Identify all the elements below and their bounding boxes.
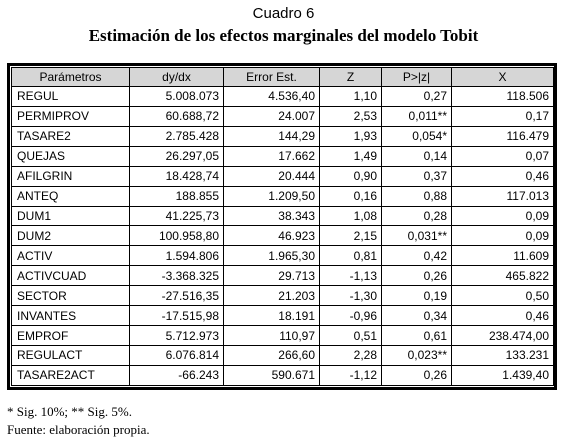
table-cell: 0,07 <box>452 146 554 166</box>
table-cell: TASARE2 <box>12 126 130 146</box>
table-cell: 2,15 <box>320 226 382 246</box>
table-row <box>12 345 554 365</box>
table-cell: 0,51 <box>320 326 382 346</box>
table-cell: 5.008.073 <box>130 87 224 107</box>
table-cell: 2.785.428 <box>130 126 224 146</box>
table-cell: 133.231 <box>452 345 554 365</box>
table-row <box>12 186 554 206</box>
table-cell: 116.479 <box>452 126 554 146</box>
table-cell: TASARE2ACT <box>12 365 130 385</box>
table-cell: -17.515,98 <box>130 306 224 326</box>
results-table <box>11 67 554 386</box>
table-cell: EMPROF <box>12 326 130 346</box>
table-cell: 0,26 <box>382 266 452 286</box>
table-cell: 465.822 <box>452 266 554 286</box>
table-cell: 2,28 <box>320 345 382 365</box>
table-cell: 0,50 <box>452 286 554 306</box>
table-cell: 0,28 <box>382 206 452 226</box>
table-cell: ACTIV <box>12 246 130 266</box>
table-cell: 24.007 <box>224 106 320 126</box>
table-cell: -1,30 <box>320 286 382 306</box>
table-cell: 5.712.973 <box>130 326 224 346</box>
column-header: Error Est. <box>224 68 320 87</box>
table-cell: 0,16 <box>320 186 382 206</box>
table-cell: 0,054* <box>382 126 452 146</box>
table-cell: REGULACT <box>12 345 130 365</box>
table-cell: 0,031** <box>382 226 452 246</box>
table-cell: ACTIVCUAD <box>12 266 130 286</box>
table-row <box>12 146 554 166</box>
column-header: Parámetros <box>12 68 130 87</box>
table-cell: 0,26 <box>382 365 452 385</box>
table-cell: 26.297,05 <box>130 146 224 166</box>
table-title: Estimación de los efectos marginales del modelo Tobit <box>88 26 479 45</box>
table-cell: -0,96 <box>320 306 382 326</box>
table-cell: 20.444 <box>224 166 320 186</box>
table-cell: 4.536,40 <box>224 87 320 107</box>
table-row <box>12 246 554 266</box>
table-cell: -1,13 <box>320 266 382 286</box>
table-cell: QUEJAS <box>12 146 130 166</box>
table-row <box>12 266 554 286</box>
table-row <box>12 365 554 385</box>
table-cell: INVANTES <box>12 306 130 326</box>
table-cell: 0,09 <box>452 206 554 226</box>
table-cell: PERMIPROV <box>12 106 130 126</box>
table-cell: 0,81 <box>320 246 382 266</box>
table-cell: -1,12 <box>320 365 382 385</box>
table-cell: 188.855 <box>130 186 224 206</box>
table-cell: 1.209,50 <box>224 186 320 206</box>
table-cell: 2,53 <box>320 106 382 126</box>
table-cell: 110,97 <box>224 326 320 346</box>
table-cell: 41.225,73 <box>130 206 224 226</box>
table-cell: SECTOR <box>12 286 130 306</box>
column-header: dy/dx <box>130 68 224 87</box>
table-cell: REGUL <box>12 87 130 107</box>
table-row <box>12 87 554 107</box>
table-row <box>12 286 554 306</box>
table-cell: 100.958,80 <box>130 226 224 246</box>
table-cell: 0,14 <box>382 146 452 166</box>
table-cell: 46.923 <box>224 226 320 246</box>
table-cell: DUM1 <box>12 206 130 226</box>
table-cell: AFILGRIN <box>12 166 130 186</box>
table-row <box>12 206 554 226</box>
header-row <box>12 68 554 87</box>
table-cell: 0,09 <box>452 226 554 246</box>
table-cell: 0,37 <box>382 166 452 186</box>
table-cell: 17.662 <box>224 146 320 166</box>
table-cell: 1,49 <box>320 146 382 166</box>
table-cell: 117.013 <box>452 186 554 206</box>
table-row <box>12 126 554 146</box>
table-cell: 0,27 <box>382 87 452 107</box>
table-row <box>12 166 554 186</box>
column-header: Z <box>320 68 382 87</box>
table-cell: 29.713 <box>224 266 320 286</box>
table-body <box>12 87 554 386</box>
table-number: Cuadro 6 <box>252 5 315 22</box>
column-header: P>|z| <box>382 68 452 87</box>
table-cell: 0,42 <box>382 246 452 266</box>
table-cell: 1.439,40 <box>452 365 554 385</box>
table-cell: 0,17 <box>452 106 554 126</box>
table-cell: 1.594.806 <box>130 246 224 266</box>
table-cell: 0,34 <box>382 306 452 326</box>
table-cell: 0,61 <box>382 326 452 346</box>
table-cell: 1.965,30 <box>224 246 320 266</box>
table-cell: 118.506 <box>452 87 554 107</box>
table-cell: 266,60 <box>224 345 320 365</box>
table-cell: 238.474,00 <box>452 326 554 346</box>
table-cell: 18.428,74 <box>130 166 224 186</box>
table-cell: -3.368.325 <box>130 266 224 286</box>
column-header: X <box>452 68 554 87</box>
table-cell: ANTEQ <box>12 186 130 206</box>
significance-note: * Sig. 10%; ** Sig. 5%. <box>7 404 132 419</box>
table-cell: 11.609 <box>452 246 554 266</box>
table-row <box>12 226 554 246</box>
table-cell: 0,19 <box>382 286 452 306</box>
table-cell: -66.243 <box>130 365 224 385</box>
table-cell: 6.076.814 <box>130 345 224 365</box>
table-cell: 0,46 <box>452 306 554 326</box>
table-cell: 1,10 <box>320 87 382 107</box>
table-row <box>12 326 554 346</box>
table-cell: 0,46 <box>452 166 554 186</box>
table-row <box>12 106 554 126</box>
table-cell: 0,011** <box>382 106 452 126</box>
table-cell: 21.203 <box>224 286 320 306</box>
table-cell: DUM2 <box>12 226 130 246</box>
table-cell: -27.516,35 <box>130 286 224 306</box>
table-cell: 1,08 <box>320 206 382 226</box>
table-cell: 18.191 <box>224 306 320 326</box>
table-cell: 38.343 <box>224 206 320 226</box>
table-cell: 60.688,72 <box>130 106 224 126</box>
table-cell: 0,90 <box>320 166 382 186</box>
table-cell: 144,29 <box>224 126 320 146</box>
table-row <box>12 306 554 326</box>
table-cell: 590.671 <box>224 365 320 385</box>
table-cell: 1,93 <box>320 126 382 146</box>
table-cell: 0,023** <box>382 345 452 365</box>
source-note: Fuente: elaboración propia. <box>7 422 150 437</box>
table-cell: 0,88 <box>382 186 452 206</box>
